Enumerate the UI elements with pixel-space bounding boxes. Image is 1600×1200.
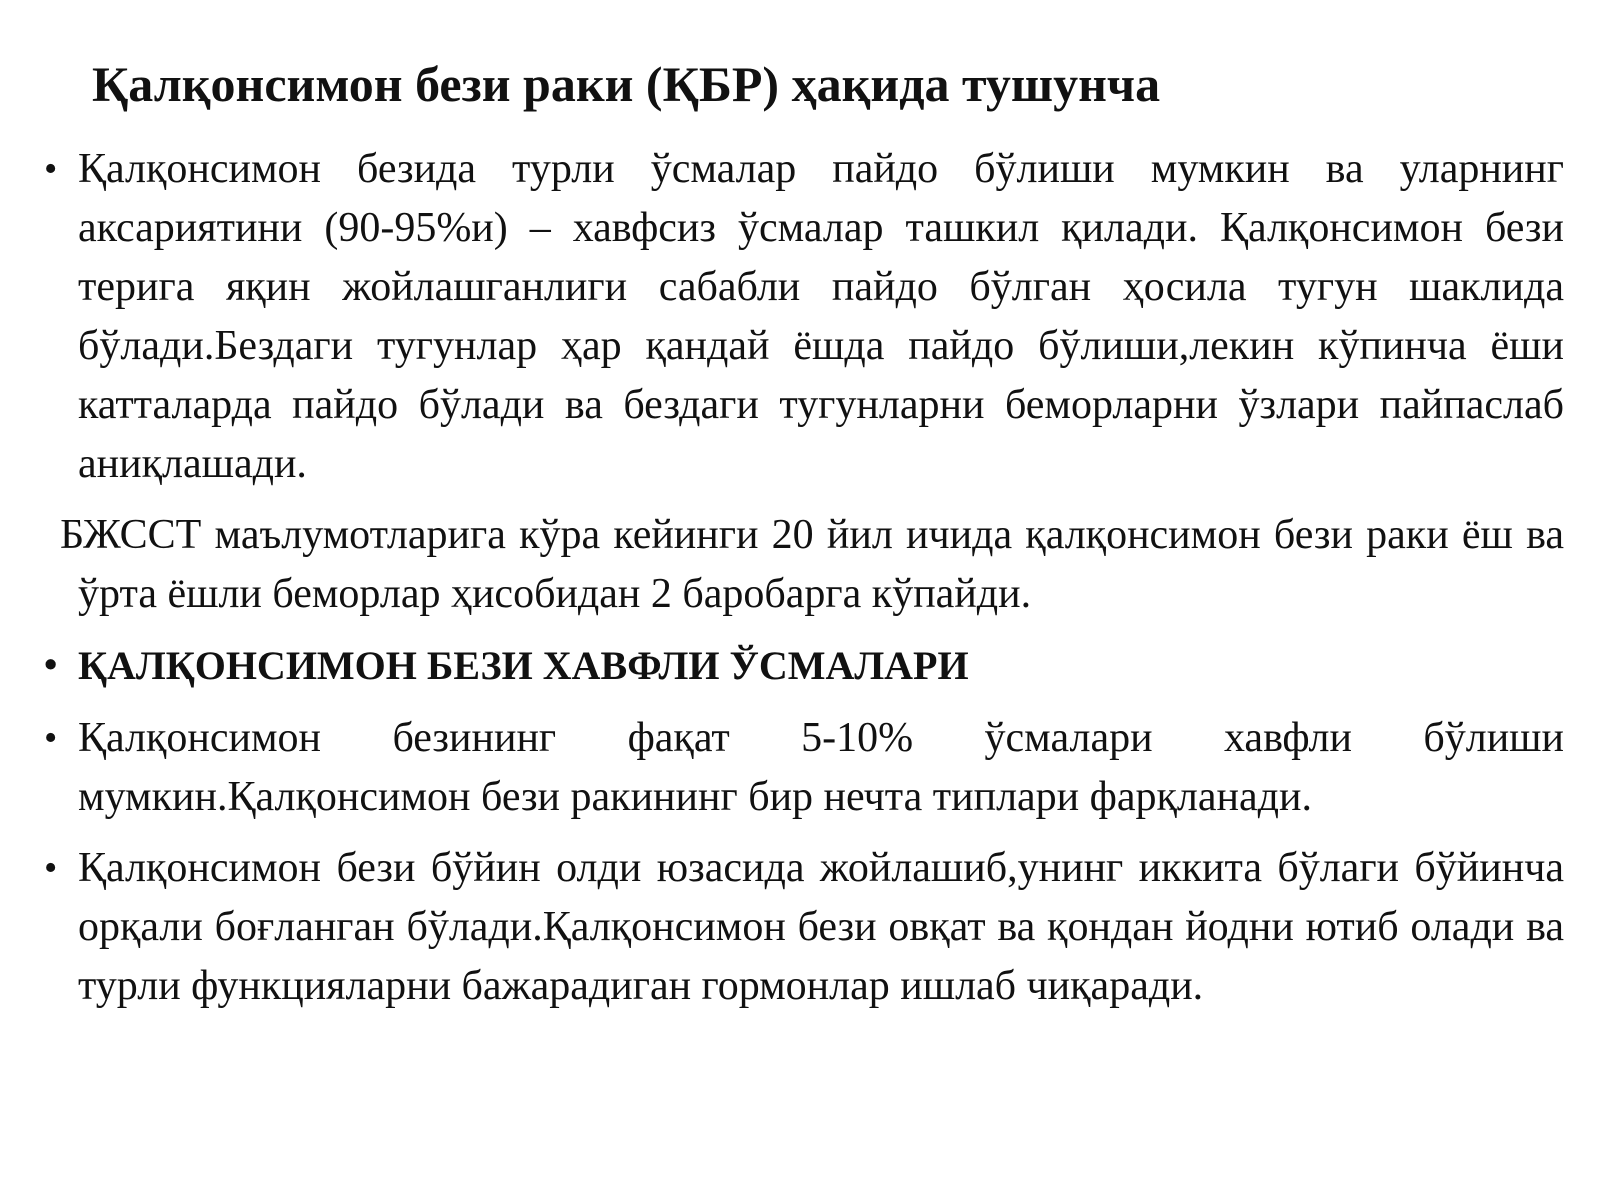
bullet-icon: • xyxy=(44,644,58,686)
bullet-icon: • xyxy=(44,717,58,759)
slide-content xyxy=(44,140,1564,1028)
paragraph-text: Қалқонсимон безининг фақат 5-10% ўсмалари хавфли бўлиши мумкин.Қалқонсимон бези ракининг бир нечта типлари фарқланади. xyxy=(78,715,1564,820)
bullet-icon: • xyxy=(44,847,58,889)
bullet-paragraph-anatomy xyxy=(44,839,1564,1016)
paragraph-text: БЖССТ маълумотларига кўра кейинги 20 йил ичида қалқонсимон бези раки ёш ва ўрта ёшли беморлар ҳисобидан 2 баробарга кўпайди. xyxy=(60,512,1564,617)
bullet-paragraph-intro xyxy=(44,140,1564,494)
paragraph-text: Қалқонсимон бези бўйин олди юзасида жойлашиб,унинг иккита бўлаги бўйинча орқали боғланган бўлади.Қалқонсимон бези овқат ва қондан йодни ютиб олади ва турли функцияларни бажарадиган гормонлар ишлаб чиқаради. xyxy=(78,845,1564,1009)
slide-title: Қалқонсимон бези раки (ҚБР) ҳақида тушунча xyxy=(92,56,1161,112)
paragraph-text: Қалқонсимон безида турли ўсмалар пайдо бўлиши мумкин ва уларнинг аксариятини (90-95%и) – хавфсиз ўсмалар ташкил қилади. Қалқонсимон бези терига яқин жойлашганлиги сабабли пайдо бўлган ҳосила тугун шаклида бўлади.Бездаги тугунлар ҳар қандай ёшда пайдо бўлиши,лекин кўпинча ёши катталарда пайдо бўлади ва бездаги тугунларни беморларни ўзлари пайпаслаб аниқлашади. xyxy=(78,146,1564,487)
bullet-section-heading xyxy=(44,636,1564,695)
bullet-paragraph-malignant xyxy=(44,709,1564,827)
paragraph-who-data xyxy=(44,506,1564,624)
bullet-icon: • xyxy=(44,148,58,190)
section-heading-text: ҚАЛҚОНСИМОН БЕЗИ ХАВФЛИ ЎСМАЛАРИ xyxy=(78,643,969,688)
